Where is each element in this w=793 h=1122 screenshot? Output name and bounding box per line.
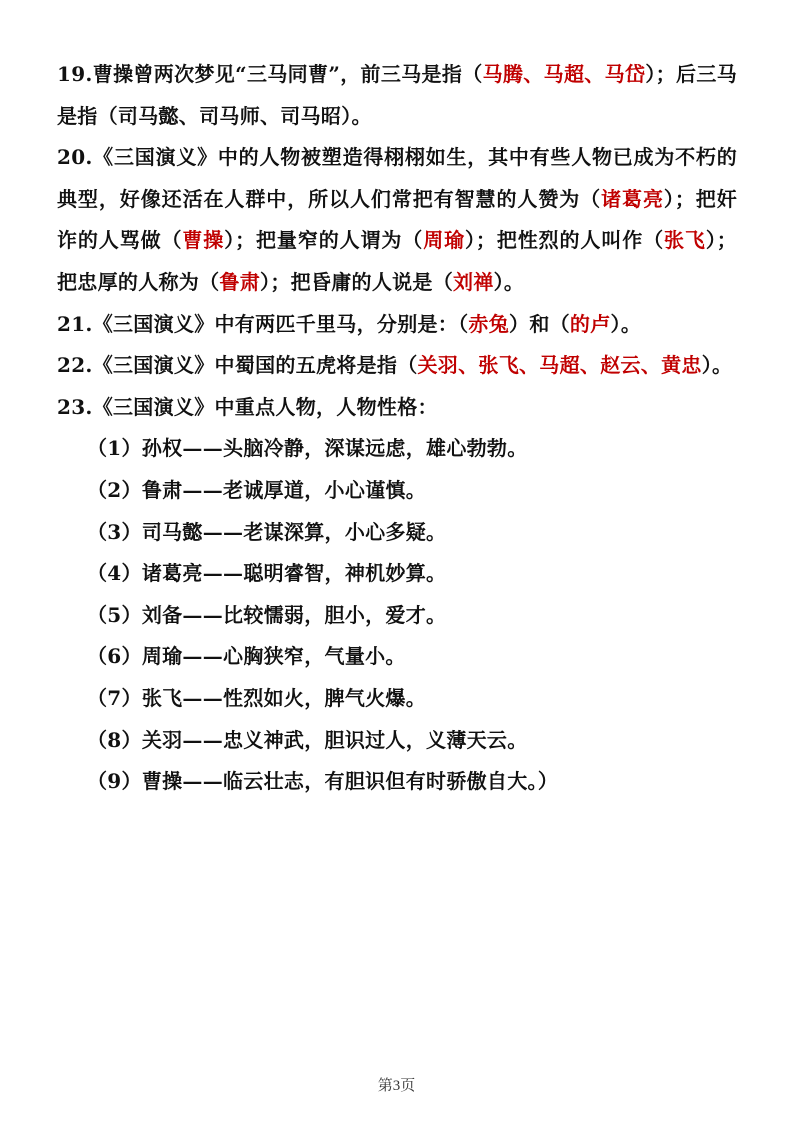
question-19: [57, 54, 737, 137]
character-item: （4）诸葛亮——聪明睿智，神机妙算。: [87, 561, 447, 586]
question-text: ）和（: [509, 311, 570, 336]
question-text: ）；把忠厚的人称为（: [57, 228, 738, 294]
question-text: ）；把昏庸的人说是（: [260, 269, 454, 294]
character-item: （8）关羽——忠义神武，胆识过人，义薄天云。: [87, 727, 528, 752]
question-text: ）；后三马是指（司马懿、司马师、司马昭）。: [57, 62, 738, 128]
question-21: [57, 304, 737, 346]
question-text: ）。: [610, 311, 642, 336]
question-22: [57, 345, 737, 387]
document-page: [57, 54, 737, 803]
question-text: ）；把奸诈的人骂做（: [57, 186, 738, 253]
character-item: （9）曹操——临云壮志，有胆识但有时骄傲自大。）: [87, 769, 559, 794]
question-text: ）。: [701, 353, 733, 378]
question-20: [57, 137, 737, 303]
answer-highlight: 鲁肃: [219, 269, 261, 294]
question-text: 19.曹操曾两次梦见“三马同曹”，前三马是指（: [57, 62, 483, 86]
answer-highlight: 的卢: [569, 311, 611, 336]
character-item: （3）司马懿——老谋深算，小心多疑。: [87, 519, 447, 544]
page-number: 第3页: [377, 1078, 416, 1094]
answer-highlight: 赤兔: [468, 311, 510, 336]
answer-highlight: 周瑜: [423, 228, 466, 253]
question-text: 20.《三国演义》中的人物被塑造得栩栩如生，其中有些人物已成为不朽的典型，好像还活在人群中，所以人们常把有智慧的人赞为（: [57, 145, 737, 211]
answer-highlight: 马腾、马超、马岱: [482, 62, 646, 86]
character-item: （5）刘备——比较懦弱，胆小，爱才。: [87, 602, 447, 627]
answer-highlight: 关羽、张飞、马超、赵云、黄忠: [417, 353, 702, 378]
character-item: （2）鲁肃——老诚厚道，小心谨慎。: [87, 477, 427, 502]
answer-highlight: 曹操: [182, 228, 225, 253]
question-text: 21.《三国演义》中有两匹千里马，分别是：（: [57, 311, 469, 336]
answer-highlight: 诸葛亮: [601, 186, 664, 211]
character-item: （6）周瑜——心胸狭窄，气量小。: [87, 644, 406, 669]
character-item: （1）孙权——头脑冷静，深谋远虑，雄心勃勃。: [87, 436, 528, 461]
answer-highlight: 张飞: [664, 228, 706, 253]
character-item: （7）张飞——性烈如火，脾气火爆。: [87, 685, 427, 710]
question-text: 23.《三国演义》中重点人物，人物性格：: [57, 394, 438, 419]
answer-highlight: 刘禅: [453, 269, 494, 294]
question-text: ）；把性烈的人叫作（: [465, 228, 665, 253]
question-text: 22.《三国演义》中蜀国的五虎将是指（: [57, 353, 418, 378]
question-text: ）。: [493, 269, 525, 294]
question-23: [57, 387, 737, 429]
question-text: ）；把量窄的人谓为（: [224, 228, 424, 253]
